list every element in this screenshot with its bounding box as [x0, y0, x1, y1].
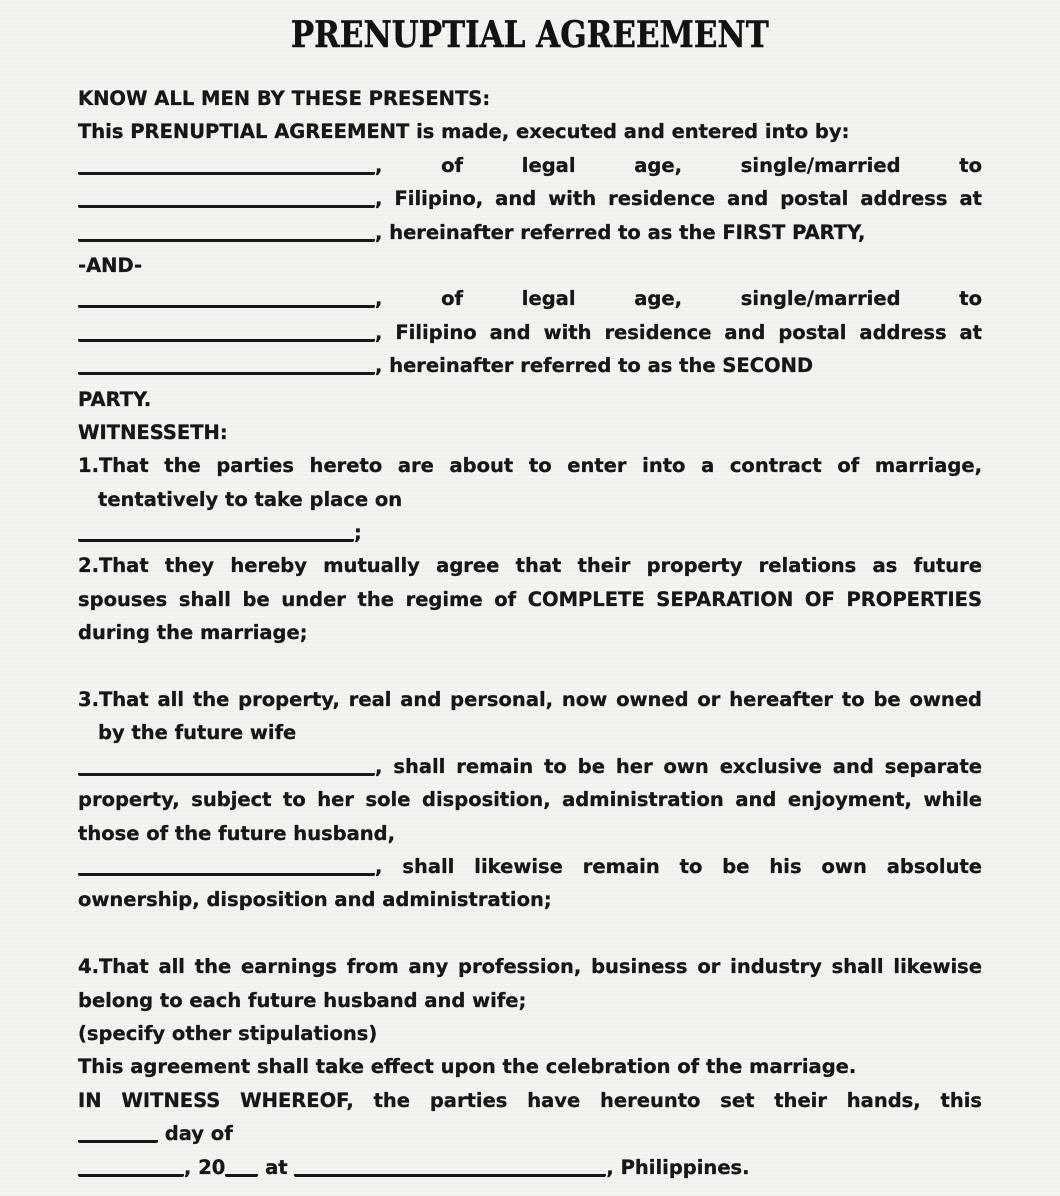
- clause1-line1-text: 1.That the parties hereto are about to enter into a contract of marriage,: [78, 454, 982, 478]
- paragraph-gap: [78, 917, 982, 950]
- second-party-line2-text: , Filipino and with residence and postal address at: [375, 320, 982, 344]
- first-party-line2-text: , Filipino, and with residence and postal address at: [375, 187, 982, 211]
- clause1-line2-text: tentatively to take place on: [98, 487, 403, 511]
- stipulations-note-text: (specify other stipulations): [78, 1021, 378, 1045]
- intro-lead-text: This PRENUPTIAL AGREEMENT is made, executed and entered into by:: [78, 120, 850, 144]
- clause3-line1: [78, 683, 982, 716]
- page-title: [0, 14, 1060, 56]
- clause3-line7: [78, 883, 982, 916]
- effect-line: [78, 1050, 982, 1083]
- witnesseth-heading-text: WITNESSETH:: [78, 420, 228, 444]
- clause3-line5: [78, 817, 982, 850]
- first-party-address-blank: [78, 230, 375, 242]
- second-party-name-line: [78, 282, 982, 315]
- second-party-name-blank: [78, 296, 375, 308]
- and-separator-line: [78, 249, 982, 282]
- wife-property-line: [78, 750, 982, 783]
- second-party-wrap-line: [78, 383, 982, 416]
- second-party-line3-text: , hereinafter referred to as the SECOND: [375, 354, 814, 378]
- clause2-line3: [78, 616, 982, 649]
- clause4-line1-text: 4.That all the earnings from any profession, business or industry shall likewise: [78, 955, 982, 979]
- clause2-line2-text: spouses shall be under the regime of COMPLETE SEPARATION OF PROPERTIES: [78, 587, 982, 611]
- second-party-address-blank: [78, 363, 375, 375]
- stipulations-note-line: [78, 1017, 982, 1050]
- clause1-line1: [78, 449, 982, 482]
- and-separator-text: -AND-: [78, 253, 143, 277]
- clause3-line5-text: those of the future husband,: [78, 821, 396, 845]
- presents-heading: [78, 82, 982, 115]
- intro-lead-line: [78, 115, 982, 148]
- wedding-date-blank: [78, 530, 354, 542]
- second-party-spouse-blank: [78, 330, 375, 342]
- witness-whereof-line: [78, 1084, 982, 1117]
- clause1-line2: [78, 483, 982, 516]
- at-text: at: [258, 1155, 295, 1179]
- second-party-line1-text: , of legal age, single/married to: [375, 287, 982, 311]
- second-party-address-line: [78, 349, 982, 382]
- first-party-name-line: [78, 149, 982, 182]
- second-party-spouse-line: [78, 316, 982, 349]
- first-party-spouse-blank: [78, 196, 375, 208]
- place-blank: [294, 1165, 606, 1177]
- philippines-text: , Philippines.: [606, 1155, 750, 1179]
- month-blank: [78, 1165, 184, 1177]
- clause3-line6-text: , shall likewise remain to be his own absolute: [375, 854, 982, 878]
- document-body: [0, 82, 1060, 1184]
- clause3-line4-text: property, subject to her sole disposition, administration and enjoyment, while: [78, 788, 982, 812]
- clause2-line1: [78, 549, 982, 582]
- clause2-line3-text: during the marriage;: [78, 621, 308, 645]
- husband-name-blank: [78, 864, 375, 876]
- year-blank: [225, 1165, 258, 1177]
- clause3-line2-text: by the future wife: [98, 721, 297, 745]
- signature-date-place-line: [78, 1151, 982, 1184]
- presents-heading-text: KNOW ALL MEN BY THESE PRESENTS:: [78, 87, 491, 110]
- clause3-line4: [78, 783, 982, 816]
- wife-name-blank: [78, 764, 375, 776]
- first-party-line3-text: , hereinafter referred to as the FIRST PARTY,: [375, 220, 866, 244]
- page-title-text: PRENUPTIAL AGREEMENT: [291, 14, 769, 56]
- clause2-line1-text: 2.That they hereby mutually agree that their property relations as future: [78, 554, 982, 578]
- witnesseth-heading: [78, 416, 982, 449]
- clause3-line7-text: ownership, disposition and administration;: [78, 888, 552, 912]
- clause1-line3-text: ;: [354, 521, 362, 545]
- day-blank: [78, 1131, 158, 1143]
- year-prefix-text: , 20: [184, 1155, 226, 1179]
- day-of-line: [78, 1117, 982, 1150]
- first-party-line1-text: , of legal age, single/married to: [375, 153, 982, 177]
- first-party-address-line: [78, 216, 982, 249]
- first-party-spouse-line: [78, 182, 982, 215]
- first-party-name-blank: [78, 163, 375, 175]
- husband-property-line: [78, 850, 982, 883]
- clause3-line2: [78, 716, 982, 749]
- day-of-text: day of: [158, 1122, 233, 1146]
- clause4-line2: [78, 984, 982, 1017]
- clause3-line1-text: 3.That all the property, real and personal, now owned or hereafter to be owned: [78, 688, 982, 712]
- clause3-line3-text: , shall remain to be her own exclusive and separate: [375, 754, 982, 778]
- paragraph-gap: [78, 650, 982, 683]
- clause4-line1: [78, 950, 982, 983]
- clause4-line2-text: belong to each future husband and wife;: [78, 988, 527, 1012]
- clause1-date-line: [78, 516, 982, 549]
- witness-whereof-text: IN WITNESS WHEREOF, the parties have hereunto set their hands, this: [78, 1088, 982, 1112]
- second-party-line4-text: PARTY.: [78, 387, 152, 411]
- effect-line-text: This agreement shall take effect upon the celebration of the marriage.: [78, 1055, 857, 1079]
- clause2-line2: [78, 583, 982, 616]
